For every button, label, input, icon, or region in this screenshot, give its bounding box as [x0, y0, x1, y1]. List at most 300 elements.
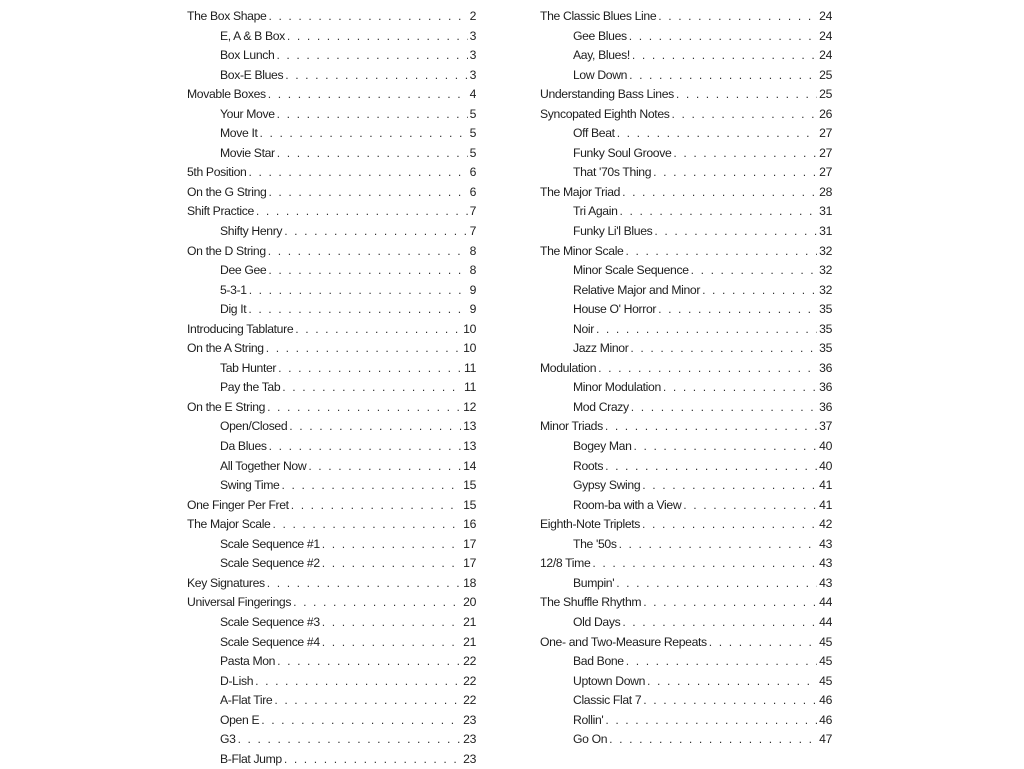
toc-subentry-relative-major-and-minor [540, 281, 832, 301]
toc-entry-title: Da Blues [220, 439, 267, 454]
toc-subentry-the-50s [540, 535, 832, 555]
toc-subentry-roots [540, 457, 832, 477]
toc-entry-title: Open E [220, 712, 260, 727]
toc-page-number: 31 [819, 224, 832, 239]
toc-entry-title: Tab Hunter [220, 360, 277, 375]
toc-entry-title: The Classic Blues Line [540, 9, 657, 23]
toc-page-number: 10 [463, 341, 476, 356]
toc-page-number: 15 [463, 478, 476, 493]
toc-page-number: 27 [819, 165, 832, 180]
toc-entry-one-and-two-measure-repeats [540, 633, 832, 653]
dot-leader [630, 339, 817, 359]
toc-subentry-that-70s-thing [540, 163, 832, 183]
toc-entry-title: On the E String [187, 399, 266, 414]
dot-leader [598, 359, 817, 379]
toc-entry-title: One- and Two-Measure Repeats [540, 634, 707, 649]
toc-subentry-minor-modulation [540, 378, 832, 398]
dot-leader [267, 398, 461, 418]
toc-entry-title: Minor Triads [540, 419, 603, 434]
toc-page-number: 21 [463, 614, 476, 629]
toc-entry-title: G3 [220, 732, 236, 747]
toc-page-number: 7 [469, 224, 476, 239]
dot-leader [619, 535, 818, 555]
toc-entry-the-major-scale [187, 515, 476, 535]
toc-page-number: 40 [819, 439, 832, 454]
toc-entry-the-minor-scale [540, 242, 832, 262]
toc-page-number: 35 [819, 321, 832, 336]
toc-entry-title: Bogey Man [573, 439, 632, 454]
toc-page-number: 16 [463, 517, 476, 532]
toc-subentry-a-flat-tire [187, 691, 476, 711]
toc-entry-title: Shift Practice [187, 204, 254, 219]
toc-entry-title: Your Move [220, 106, 275, 121]
toc-page-number: 24 [819, 48, 832, 63]
dot-leader [643, 593, 817, 613]
dot-leader [634, 437, 818, 457]
toc-page-number: 22 [463, 693, 476, 708]
toc-page-number: 35 [819, 341, 832, 356]
toc-entry-title: 12/8 Time [540, 556, 591, 571]
toc-entry-title: On the D String [187, 243, 266, 258]
dot-leader [322, 633, 461, 653]
dot-leader [269, 437, 461, 457]
toc-entry-universal-fingerings [187, 593, 476, 613]
toc-page-number: 22 [463, 654, 476, 669]
toc-entry-title: Go On [573, 732, 608, 747]
toc-subentry-pay-the-tab [187, 378, 476, 398]
dot-leader [626, 652, 817, 672]
toc-entry-title: Minor Scale Sequence [573, 263, 689, 278]
toc-entry-on-the-d-string [187, 242, 476, 262]
toc-subentry-scale-sequence-4 [187, 633, 476, 653]
toc-subentry-scale-sequence-2 [187, 554, 476, 574]
toc-subentry-jazz-minor [540, 339, 832, 359]
dot-leader [308, 457, 461, 477]
toc-entry-the-classic-blues-line [540, 7, 832, 27]
toc-entry-title: Funky Li'l Blues [573, 224, 653, 239]
toc-subentry-box-lunch [187, 46, 476, 66]
toc-page-number: 2 [469, 9, 476, 23]
dot-leader [276, 46, 467, 66]
dot-leader [278, 359, 462, 379]
dot-leader [282, 378, 462, 398]
toc-entry-title: Tri Again [573, 204, 618, 219]
dot-leader [274, 691, 461, 711]
dot-leader [268, 85, 468, 105]
toc-subentry-bogey-man [540, 437, 832, 457]
toc-page-number: 27 [819, 145, 832, 160]
toc-page-number: 8 [469, 243, 476, 258]
toc-page-number: 25 [819, 87, 832, 102]
toc-entry-title: The Minor Scale [540, 243, 624, 258]
toc-subentry-off-beat [540, 124, 832, 144]
dot-leader [255, 672, 461, 692]
dot-leader [284, 750, 461, 769]
toc-entry-title: Gee Blues [573, 28, 627, 43]
toc-subentry-d-lish [187, 672, 476, 692]
toc-entry-title: Movie Star [220, 145, 275, 160]
toc-page-number: 27 [819, 126, 832, 141]
dot-leader [268, 242, 468, 262]
toc-page-number: 26 [819, 106, 832, 121]
toc-page-number: 12 [463, 399, 476, 414]
toc-subentry-room-ba-with-a-view [540, 496, 832, 516]
toc-entry-title: Room-ba with a View [573, 497, 682, 512]
toc-entry-syncopated-eighth-notes [540, 105, 832, 125]
toc-entry-title: Off Beat [573, 126, 615, 141]
toc-entry-title: Roots [573, 458, 604, 473]
dot-leader [295, 320, 461, 340]
dot-leader [291, 496, 461, 516]
toc-entry-title: Move It [220, 126, 258, 141]
toc-page-number: 18 [463, 575, 476, 590]
dot-leader [592, 554, 817, 574]
toc-page-number: 28 [819, 184, 832, 199]
toc-entry-title: Relative Major and Minor [573, 282, 701, 297]
toc-page-number: 47 [819, 732, 832, 747]
toc-entry-title: Bad Bone [573, 654, 624, 669]
toc-subentry-your-move [187, 105, 476, 125]
toc-page-number: 13 [463, 439, 476, 454]
toc-entry-title: Movable Boxes [187, 87, 266, 102]
toc-subentry-gypsy-swing [540, 476, 832, 496]
dot-leader [632, 46, 817, 66]
toc-entry-title: E, A & B Box [220, 28, 285, 43]
toc-entry-title: Dee Gee [220, 263, 267, 278]
toc-page-number: 46 [819, 712, 832, 727]
toc-entry-title: Low Down [573, 67, 628, 82]
toc-page-number: 45 [819, 673, 832, 688]
toc-page-number: 32 [819, 243, 832, 258]
toc-subentry-mod-crazy [540, 398, 832, 418]
toc-subentry-bad-bone [540, 652, 832, 672]
toc-entry-title: Universal Fingerings [187, 595, 292, 610]
dot-leader [616, 574, 817, 594]
toc-entry-title: House O' Horror [573, 302, 657, 317]
toc-subentry-funky-soul-groove [540, 144, 832, 164]
toc-page-number: 45 [819, 654, 832, 669]
dot-leader [267, 574, 461, 594]
toc-entry-title: Minor Modulation [573, 380, 661, 395]
toc-entry-title: D-Lish [220, 673, 254, 688]
toc-subentry-b-flat-jump [187, 750, 476, 769]
toc-subentry-pasta-mon [187, 652, 476, 672]
toc-page-number: 36 [819, 360, 832, 375]
toc-subentry-e-a-b-box [187, 27, 476, 47]
dot-leader [261, 711, 461, 731]
dot-leader [268, 7, 467, 27]
toc-page-number: 3 [469, 67, 476, 82]
toc-subentry-tab-hunter [187, 359, 476, 379]
toc-entry-title: B-Flat Jump [220, 751, 282, 766]
toc-entry-title: Funky Soul Groove [573, 145, 672, 160]
toc-page-number: 41 [819, 478, 832, 493]
toc-entry-title: Jazz Minor [573, 341, 629, 356]
toc-entry-title: Dig It [220, 302, 247, 317]
dot-leader [322, 535, 461, 555]
toc-page-number: 32 [819, 263, 832, 278]
toc-page-number: 6 [469, 184, 476, 199]
dot-leader [631, 398, 817, 418]
toc-page-number: 23 [463, 751, 476, 766]
toc-page-number: 40 [819, 458, 832, 473]
toc-subentry-gee-blues [540, 27, 832, 47]
toc-entry-the-shuffle-rhythm [540, 593, 832, 613]
dot-leader [322, 554, 461, 574]
toc-subentry-house-o-horror [540, 300, 832, 320]
toc-subentry-noir [540, 320, 832, 340]
toc-subentry-all-together-now [187, 457, 476, 477]
toc-page-number: 37 [819, 419, 832, 434]
toc-page-number: 9 [469, 282, 476, 297]
toc-subentry-aay-blues [540, 46, 832, 66]
toc-page-number: 45 [819, 634, 832, 649]
dot-leader [673, 144, 817, 164]
toc-page-number: 44 [819, 614, 832, 629]
toc-column-left [187, 7, 476, 769]
dot-leader [609, 730, 817, 750]
toc-subentry-low-down [540, 66, 832, 86]
toc-entry-title: Box Lunch [220, 48, 275, 63]
dot-leader [293, 593, 461, 613]
toc-entry-title: That '70s Thing [573, 165, 652, 180]
dot-leader [629, 27, 817, 47]
toc-subentry-5-3-1 [187, 281, 476, 301]
dot-leader [282, 476, 462, 496]
toc-subentry-funky-li-l-blues [540, 222, 832, 242]
toc-entry-5th-position [187, 163, 476, 183]
toc-entry-title: Uptown Down [573, 673, 646, 688]
dot-leader [683, 496, 817, 516]
toc-entry-title: Aay, Blues! [573, 48, 630, 63]
dot-leader [285, 66, 467, 86]
toc-entry-title: 5-3-1 [220, 282, 247, 297]
toc-page-number: 24 [819, 28, 832, 43]
toc-subentry-move-it [187, 124, 476, 144]
toc-entry-title: On the A String [187, 341, 264, 356]
dot-leader [676, 85, 817, 105]
toc-entry-title: Eighth-Note Triplets [540, 517, 641, 532]
toc-entry-title: Scale Sequence #4 [220, 634, 320, 649]
toc-subentry-da-blues [187, 437, 476, 457]
toc-entry-shift-practice [187, 202, 476, 222]
dot-leader [596, 320, 817, 340]
toc-page-number: 41 [819, 497, 832, 512]
toc-entry-modulation [540, 359, 832, 379]
toc-page-number: 36 [819, 399, 832, 414]
dot-leader [256, 202, 468, 222]
toc-entry-title: The Box Shape [187, 9, 267, 23]
toc-entry-12-8-time [540, 554, 832, 574]
dot-leader [691, 261, 818, 281]
toc-entry-title: Mod Crazy [573, 399, 629, 414]
toc-entry-title: Open/Closed [220, 419, 288, 434]
toc-entry-on-the-a-string [187, 339, 476, 359]
dot-leader [249, 163, 468, 183]
toc-entry-introducing-tablature [187, 320, 476, 340]
toc-page-number: 20 [463, 595, 476, 610]
toc-page-number: 23 [463, 732, 476, 747]
dot-leader [284, 222, 467, 242]
toc-subentry-scale-sequence-3 [187, 613, 476, 633]
toc-entry-key-signatures [187, 574, 476, 594]
toc-subentry-open-e [187, 711, 476, 731]
toc-entry-title: The Major Scale [187, 517, 271, 532]
toc-page-number: 43 [819, 556, 832, 571]
dot-leader [268, 261, 467, 281]
toc-entry-title: Rollin' [573, 712, 604, 727]
dot-leader [622, 613, 817, 633]
toc-entry-title: Box-E Blues [220, 67, 284, 82]
toc-page-number: 42 [819, 517, 832, 532]
toc-page-number: 25 [819, 67, 832, 82]
toc-page-number: 3 [469, 48, 476, 63]
toc-entry-title: The '50s [573, 536, 617, 551]
dot-leader [709, 633, 817, 653]
dot-leader [322, 613, 461, 633]
toc-entry-title: Pay the Tab [220, 380, 281, 395]
toc-subentry-uptown-down [540, 672, 832, 692]
toc-column-right [540, 7, 832, 750]
toc-page-number: 9 [469, 302, 476, 317]
dot-leader [663, 378, 817, 398]
dot-leader [642, 515, 817, 535]
dot-leader [605, 457, 817, 477]
dot-leader [622, 183, 817, 203]
dot-leader [249, 281, 468, 301]
dot-leader [658, 7, 817, 27]
toc-entry-movable-boxes [187, 85, 476, 105]
toc-entry-title: 5th Position [187, 165, 247, 180]
toc-page-number: 17 [463, 556, 476, 571]
dot-leader [238, 730, 462, 750]
toc-entry-title: Pasta Mon [220, 654, 276, 669]
toc-subentry-g3 [187, 730, 476, 750]
toc-page-number: 21 [463, 634, 476, 649]
toc-subentry-dee-gee [187, 261, 476, 281]
toc-entry-title: Shifty Henry [220, 224, 283, 239]
toc-entry-on-the-e-string [187, 398, 476, 418]
toc-entry-title: Classic Flat 7 [573, 693, 642, 708]
toc-entry-on-the-g-string [187, 183, 476, 203]
dot-leader [643, 691, 817, 711]
dot-leader [277, 652, 461, 672]
dot-leader [248, 300, 467, 320]
dot-leader [289, 417, 461, 437]
toc-page-number: 31 [819, 204, 832, 219]
dot-leader [629, 66, 817, 86]
toc-page-number: 22 [463, 673, 476, 688]
toc-subentry-bumpin [540, 574, 832, 594]
dot-leader [287, 27, 468, 47]
toc-entry-title: A-Flat Tire [220, 693, 273, 708]
dot-leader [605, 417, 817, 437]
toc-entry-minor-triads [540, 417, 832, 437]
toc-entry-title: Modulation [540, 360, 597, 375]
dot-leader [653, 163, 817, 183]
dot-leader [268, 183, 467, 203]
toc-entry-title: Scale Sequence #1 [220, 536, 320, 551]
toc-page-number: 5 [469, 126, 476, 141]
dot-leader [626, 242, 818, 262]
toc-entry-eighth-note-triplets [540, 515, 832, 535]
dot-leader [620, 202, 818, 222]
toc-entry-the-box-shape [187, 7, 476, 27]
toc-entry-title: Scale Sequence #2 [220, 556, 320, 571]
toc-entry-one-finger-per-fret [187, 496, 476, 516]
toc-subentry-swing-time [187, 476, 476, 496]
toc-subentry-box-e-blues [187, 66, 476, 86]
dot-leader [647, 672, 817, 692]
toc-page-number: 11 [464, 380, 476, 395]
toc-page-number: 44 [819, 595, 832, 610]
toc-entry-understanding-bass-lines [540, 85, 832, 105]
dot-leader [654, 222, 817, 242]
dot-leader [642, 476, 817, 496]
toc-page-number: 5 [469, 106, 476, 121]
dot-leader [266, 339, 461, 359]
toc-subentry-dig-it [187, 300, 476, 320]
toc-entry-title: The Shuffle Rhythm [540, 595, 642, 610]
toc-subentry-go-on [540, 730, 832, 750]
toc-entry-title: Scale Sequence #3 [220, 614, 320, 629]
toc-page-number: 24 [819, 9, 832, 23]
toc-entry-title: One Finger Per Fret [187, 497, 289, 512]
toc-page-number: 4 [469, 87, 476, 102]
toc-entry-title: The Major Triad [540, 184, 621, 199]
toc-entry-title: Swing Time [220, 478, 280, 493]
dot-leader [617, 124, 817, 144]
toc-entry-title: Syncopated Eighth Notes [540, 106, 670, 121]
toc-subentry-open-closed [187, 417, 476, 437]
toc-entry-title: On the G String [187, 184, 267, 199]
toc-page-number: 32 [819, 282, 832, 297]
dot-leader [260, 124, 468, 144]
toc-entry-title: Noir [573, 321, 594, 336]
dot-leader [277, 144, 468, 164]
toc-page-number: 46 [819, 693, 832, 708]
toc-page-number: 6 [469, 165, 476, 180]
toc-page-number: 10 [463, 321, 476, 336]
toc-subentry-classic-flat-7 [540, 691, 832, 711]
toc-subentry-tri-again [540, 202, 832, 222]
toc-page-number: 43 [819, 575, 832, 590]
toc-page-number: 36 [819, 380, 832, 395]
dot-leader [273, 515, 462, 535]
toc-entry-title: Key Signatures [187, 575, 265, 590]
toc-page-number: 15 [463, 497, 476, 512]
toc-entry-title: Old Days [573, 614, 621, 629]
toc-page-number: 17 [463, 536, 476, 551]
dot-leader [658, 300, 817, 320]
toc-page-number: 14 [463, 458, 476, 473]
toc-page-number: 43 [819, 536, 832, 551]
toc-entry-title: Introducing Tablature [187, 321, 294, 336]
toc-page-number: 5 [469, 145, 476, 160]
toc-subentry-minor-scale-sequence [540, 261, 832, 281]
toc-subentry-rollin [540, 711, 832, 731]
toc-subentry-scale-sequence-1 [187, 535, 476, 555]
toc-entry-title: Understanding Bass Lines [540, 87, 674, 102]
dot-leader [672, 105, 818, 125]
toc-page-number: 23 [463, 712, 476, 727]
toc-entry-title: Bumpin' [573, 575, 615, 590]
toc-entry-the-major-triad [540, 183, 832, 203]
toc-page-number: 35 [819, 302, 832, 317]
toc-page-number: 8 [469, 263, 476, 278]
toc-subentry-movie-star [187, 144, 476, 164]
dot-leader [702, 281, 817, 301]
